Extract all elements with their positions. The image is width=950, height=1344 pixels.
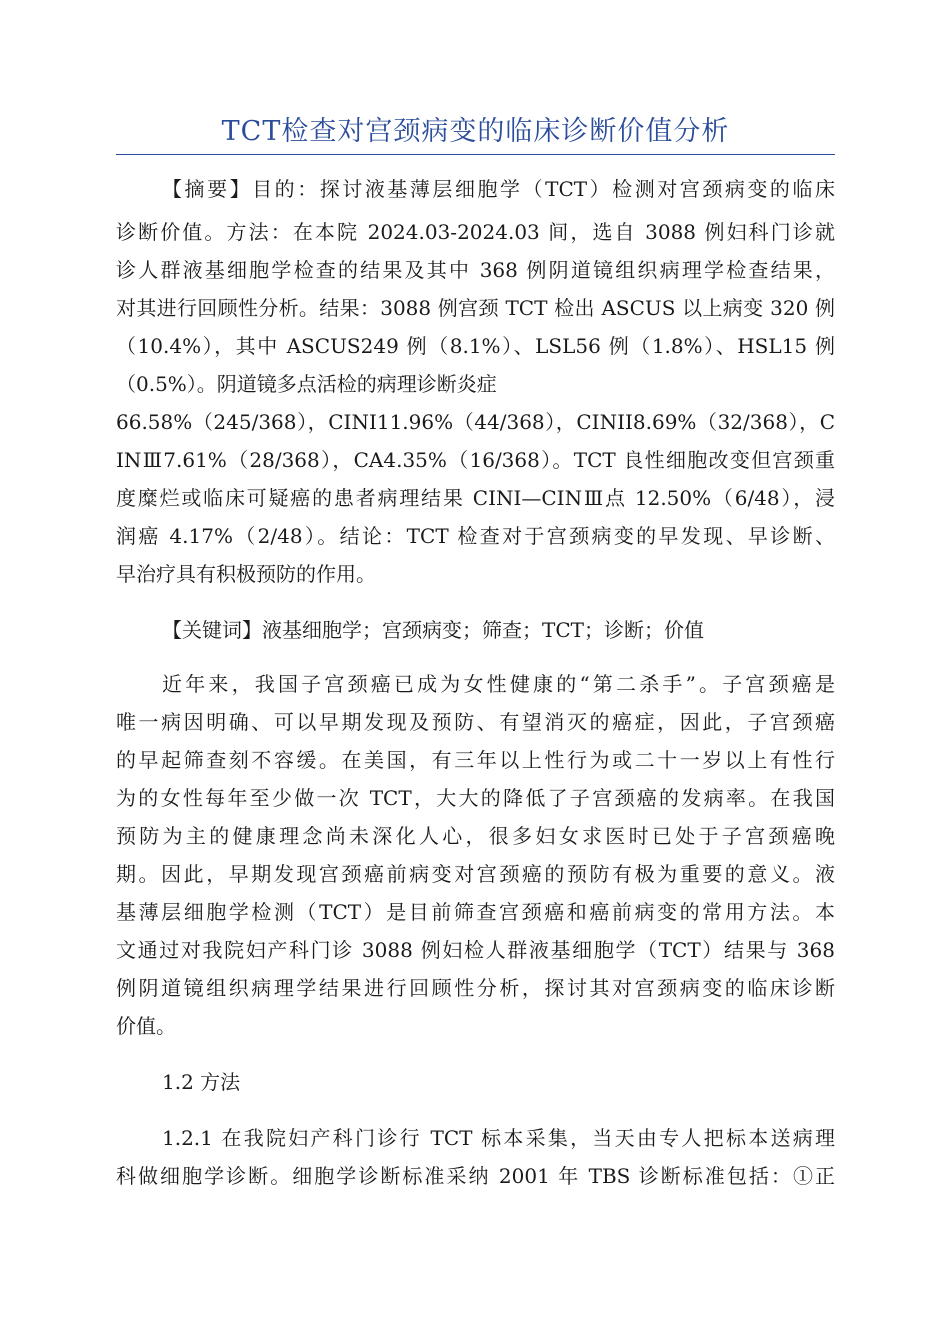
intro-line: 例阴道镜组织病理学结果进行回顾性分析，探讨其对宫颈病变的临床诊断 [116, 976, 835, 1000]
keywords-line: 【关键词】液基细胞学；宫颈病变；筛查；TCT；诊断；价值 [162, 618, 704, 642]
intro-line: 文通过对我院妇产科门诊 3088 例妇检人群液基细胞学（TCT）结果与 368 [116, 938, 835, 962]
abstract-line: （0.5%）。阴道镜多点活检的病理诊断炎症 [116, 372, 497, 396]
abstract-line: 润癌 4.17%（2/48）。结论：TCT 检查对于宫颈病变的早发现、早诊断、 [116, 524, 835, 548]
intro-line: 期。因此，早期发现宫颈癌前病变对宫颈癌的预防有极为重要的意义。液 [116, 862, 835, 886]
method-line: 1.2.1 在我院妇产科门诊行 TCT 标本采集，当天由专人把标本送病理 [162, 1126, 835, 1150]
abstract-line: INⅢ7.61%（28/368），CA4.35%（16/368）。TCT 良性细胞改变但宫颈重 [116, 448, 835, 472]
document-title: TCT检查对宫颈病变的临床诊断价值分析 [221, 116, 730, 147]
intro-line: 基薄层细胞学检测（TCT）是目前筛查宫颈癌和癌前病变的常用方法。本 [116, 900, 835, 924]
intro-line: 为的女性每年至少做一次 TCT，大大的降低了子宫颈癌的发病率。在我国 [116, 786, 835, 810]
abstract-line: （10.4%），其中 ASCUS249 例（8.1%）、LSL56 例（1.8%）、HSL15 例 [116, 334, 835, 358]
abstract-line: 对其进行回顾性分析。结果：3088 例宫颈 TCT 检出 ASCUS 以上病变 320 例 [116, 296, 835, 320]
intro-line: 价值。 [116, 1014, 176, 1038]
abstract-line: 66.58%（245/368），CINI11.96%（44/368），CINII8.69%（32/368），C [116, 410, 835, 434]
abstract-line: 早治疗具有积极预防的作用。 [116, 562, 376, 586]
method-line: 科做细胞学诊断。细胞学诊断标准采纳 2001 年 TBS 诊断标准包括：①正 [116, 1164, 835, 1188]
abstract-line: 诊断价值。方法：在本院 2024.03-2024.03 间，选自 3088 例妇科门诊就 [116, 220, 835, 244]
abstract-line: 度糜烂或临床可疑癌的患者病理结果 CINI—CINⅢ点 12.50%（6/48），浸 [116, 486, 835, 510]
intro-line: 的早起筛查刻不容缓。在美国，有三年以上性行为或二十一岁以上有性行 [116, 748, 835, 772]
intro-line: 唯一病因明确、可以早期发现及预防、有望消灭的癌症，因此，子宫颈癌 [116, 710, 835, 734]
section-heading-method: 1.2 方法 [162, 1070, 241, 1094]
abstract-line: 诊人群液基细胞学检查的结果及其中 368 例阴道镜组织病理学检查结果， [116, 258, 835, 282]
intro-line: 近年来，我国子宫颈癌已成为女性健康的“第二杀手”。子宫颈癌是 [162, 672, 835, 696]
intro-line: 预防为主的健康理念尚未深化人心，很多妇女求医时已处于子宫颈癌晚 [116, 824, 835, 848]
title-underline [116, 154, 835, 155]
abstract-line: 【摘要】目的：探讨液基薄层细胞学（TCT）检测对宫颈病变的临床 [162, 177, 835, 201]
